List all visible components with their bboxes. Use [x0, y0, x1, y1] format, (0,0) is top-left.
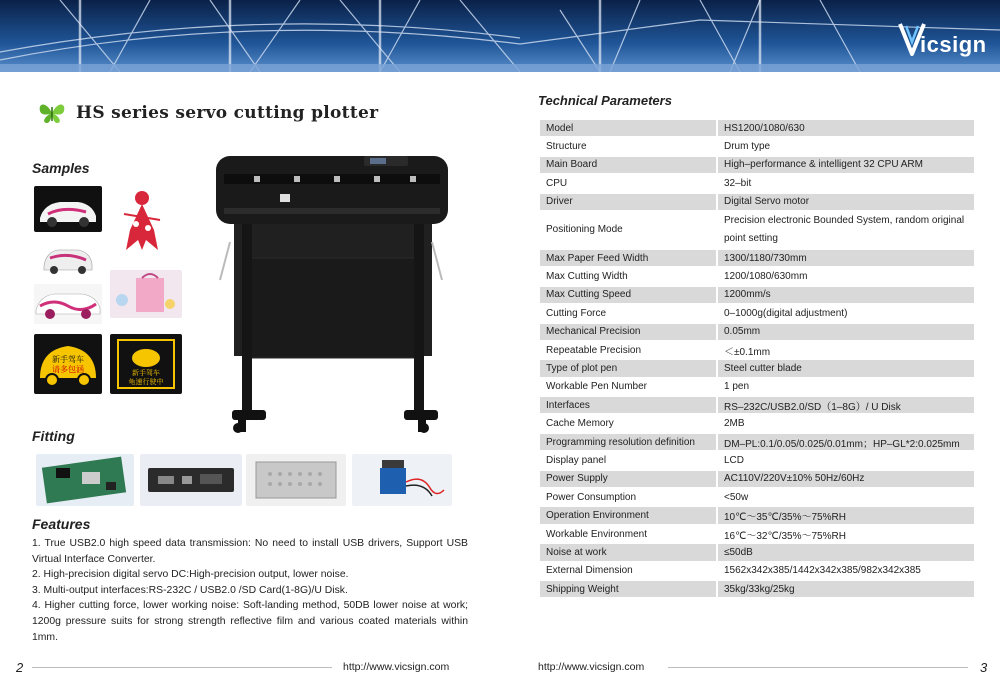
spec-row	[540, 268, 974, 284]
spec-row	[540, 360, 974, 376]
spec-value: Digital Servo motor	[716, 194, 974, 210]
footer-divider-right	[668, 667, 968, 668]
spec-row	[540, 120, 974, 136]
spec-value: High–performance & intelligent 32 CPU ARM	[716, 157, 974, 173]
spec-key: Workable Environment	[546, 528, 647, 540]
spec-key: Cutting Force	[546, 307, 607, 319]
spec-value: DM–PL:0.1/0.05/0.025/0.01mm；HP–GL*2:0.025mm	[716, 434, 974, 450]
spec-row	[540, 342, 974, 358]
spec-row	[540, 434, 974, 450]
spec-key: Operation Environment	[540, 507, 716, 523]
features-heading: Features	[32, 516, 91, 532]
spec-key: Positioning Mode	[546, 224, 623, 236]
spec-value: ≤50dB	[716, 544, 974, 560]
spec-value: HS1200/1080/630	[716, 120, 974, 136]
feature-item: 3. Multi-output interfaces:RS-232C / USB2.0 /SD Card(1-8G)/U Disk.	[32, 584, 348, 596]
spec-row	[540, 452, 974, 468]
fitting-mainboard-image	[36, 454, 134, 506]
spec-row	[540, 563, 974, 579]
spec-row	[540, 305, 974, 321]
sample-car-2-image	[40, 238, 96, 278]
spec-key: Type of plot pen	[540, 360, 716, 376]
footer-divider-left	[32, 667, 332, 668]
sample-figure-image	[116, 184, 168, 256]
sample-sign-1-image	[34, 334, 102, 394]
spec-value: 10℃～35℃/35%～75%RH	[716, 507, 974, 523]
spec-row	[540, 250, 974, 266]
feature-item: 2. High-precision digital servo DC:High-precision output, lower noise.	[32, 569, 349, 581]
spec-row	[540, 175, 974, 191]
technical-parameters-heading: Technical Parameters	[538, 93, 672, 108]
sample-gift-bag-image	[110, 270, 182, 318]
features-list	[32, 536, 468, 645]
spec-value: Drum type	[716, 138, 974, 154]
spec-key: Noise at work	[540, 544, 716, 560]
spec-row	[540, 471, 974, 487]
spec-value: ＜±0.1mm	[716, 342, 974, 358]
footer-url-right[interactable]: http://www.vicsign.com	[538, 661, 645, 673]
spec-key: Display panel	[546, 454, 607, 466]
fitting-power-supply-image	[246, 454, 346, 506]
spec-value: Precision electronic Bounded System, random original point setting	[716, 212, 974, 248]
spec-value: 0–1000g(digital adjustment)	[716, 305, 974, 321]
page-title: HS series servo cutting plotter	[76, 103, 379, 123]
samples-heading: Samples	[32, 160, 90, 176]
butterfly-icon	[38, 101, 66, 125]
spec-value: AC110V/220V±10% 50Hz/60Hz	[716, 471, 974, 487]
spec-value: 2MB	[716, 415, 974, 431]
spec-key: CPU	[546, 177, 568, 189]
spec-row	[540, 324, 974, 340]
spec-row	[540, 212, 974, 248]
spec-key: Max Cutting Speed	[540, 287, 716, 303]
spec-value: 32–bit	[716, 175, 974, 191]
spec-value: 1 pen	[716, 379, 974, 395]
spec-key: External Dimension	[546, 565, 633, 577]
sign-1-line-2: 请多包涵	[52, 365, 84, 374]
product-title-row	[38, 100, 378, 126]
bridge-photo	[0, 0, 1000, 72]
spec-row	[540, 526, 974, 542]
logo-text: icsign	[920, 32, 987, 57]
fitting-servo-motor-image	[352, 454, 452, 506]
sample-car-3-image	[34, 284, 102, 324]
spec-key: Power Consumption	[546, 491, 637, 503]
spec-value: 1562x342x385/1442x342x385/982x342x385	[716, 563, 974, 579]
sample-car-1-image	[34, 186, 102, 232]
spec-key: Repeatable Precision	[546, 344, 642, 356]
fitting-heading: Fitting	[32, 428, 75, 444]
spec-value: 1200/1080/630mm	[716, 268, 974, 284]
spec-value: 0.05mm	[716, 324, 974, 340]
spec-key: Cache Memory	[546, 418, 614, 430]
sign-1-line-1: 新手驾车	[52, 355, 84, 364]
spec-row	[540, 138, 974, 154]
spec-row	[540, 581, 974, 597]
spec-key: Driver	[540, 194, 716, 210]
spec-value: Steel cutter blade	[716, 360, 974, 376]
spec-key: Interfaces	[540, 397, 716, 413]
sign-2-line-1: 新手驾车	[132, 369, 160, 377]
feature-item: 4. Higher cutting force, lower working noise: Soft-landing method, 50DB lower noise at work; 1200g pressure suits for strong strength reflective film and various coated materials within 1mm.	[32, 600, 468, 643]
spec-key: Power Supply	[540, 471, 716, 487]
spec-row	[540, 507, 974, 523]
spec-row	[540, 544, 974, 560]
spec-key: Model	[540, 120, 716, 136]
spec-row	[540, 194, 974, 210]
page-number-right: 3	[980, 660, 988, 675]
spec-row	[540, 415, 974, 431]
fitting-interface-panel-image	[140, 454, 242, 506]
header-banner	[0, 0, 1000, 72]
spec-key: Max Paper Feed Width	[540, 250, 716, 266]
vicsign-logo	[898, 14, 986, 64]
sign-2-line-2: 龟速行驶中	[128, 378, 164, 386]
spec-table	[540, 118, 974, 599]
spec-key: Structure	[546, 141, 587, 153]
spec-value: LCD	[716, 452, 974, 468]
spec-row	[540, 489, 974, 505]
spec-key: Mechanical Precision	[540, 324, 716, 340]
spec-value: 16℃～32℃/35%～75%RH	[716, 526, 974, 542]
spec-key: Programming resolution definition	[540, 434, 716, 450]
spec-key: Shipping Weight	[540, 581, 716, 597]
spec-key: Main Board	[540, 157, 716, 173]
spec-value: 1200mm/s	[716, 287, 974, 303]
spec-key: Workable Pen Number	[546, 381, 647, 393]
spec-row	[540, 379, 974, 395]
spec-value: 1300/1180/730mm	[716, 250, 974, 266]
spec-value: 35kg/33kg/25kg	[716, 581, 974, 597]
spec-value: <50w	[716, 489, 974, 505]
cutting-plotter-image	[214, 152, 450, 442]
spec-value: RS–232C/USB2.0/SD（1–8G）/ U Disk	[716, 397, 974, 413]
spec-row	[540, 287, 974, 303]
page-number-left: 2	[16, 660, 24, 675]
spec-key: Max Cutting Width	[546, 271, 628, 283]
feature-item: 1. True USB2.0 high speed data transmission: No need to install USB drivers, Support USB Virtual Interface Converter.	[32, 538, 468, 565]
sample-sign-2-image	[110, 334, 182, 394]
spec-row	[540, 157, 974, 173]
spec-row	[540, 397, 974, 413]
footer-url-left[interactable]: http://www.vicsign.com	[343, 661, 450, 673]
